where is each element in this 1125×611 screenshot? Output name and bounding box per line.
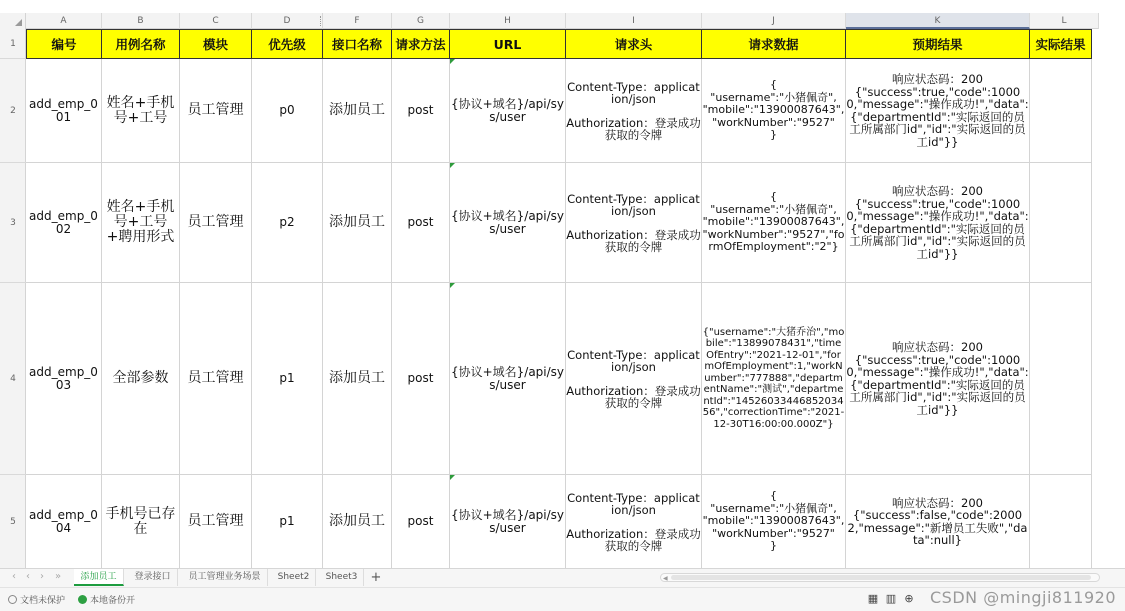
cell-priority[interactable] <box>252 59 323 163</box>
scroll-left-icon[interactable]: ◀ <box>663 575 668 582</box>
next-sheet-button[interactable]: › <box>40 571 44 582</box>
cell-url[interactable] <box>450 163 566 283</box>
cell-method-text: post <box>407 514 434 528</box>
cell-case-name-text: 全部参数 <box>112 370 169 386</box>
header-cell-url[interactable] <box>450 29 566 59</box>
cell-grid <box>26 29 1099 568</box>
cell-req-data-text: { "username":"小猪佩奇", "mobile":"13900087643", "workNumber":"9527" } <box>702 78 845 142</box>
cell-module[interactable] <box>180 163 252 283</box>
cell-priority-text: p0 <box>279 103 295 117</box>
column-header-k[interactable]: K <box>846 13 1030 29</box>
column-header-a[interactable]: A <box>26 13 102 29</box>
header-cell-req-header[interactable] <box>566 29 702 59</box>
cell-api-name[interactable] <box>323 283 392 475</box>
cell-expected[interactable] <box>846 59 1030 163</box>
cell-req-header-text: Content-Type：application/json Authorization：登录成功获取的令牌 <box>566 347 701 410</box>
cell-method[interactable] <box>392 475 450 568</box>
header-url-label: URL <box>493 36 522 52</box>
cell-case-name[interactable] <box>102 283 180 475</box>
cell-actual[interactable] <box>1030 59 1092 163</box>
corner-select-icon <box>15 19 22 26</box>
page-break-icon[interactable]: ⊕ <box>904 592 914 605</box>
cell-url-text: {协议+域名}/api/sys/user <box>450 96 565 124</box>
cell-case-name-text: 姓名+手机号+工号 <box>106 94 175 126</box>
row-header-3[interactable]: 3 <box>0 163 26 283</box>
header-cell-req-data[interactable] <box>702 29 846 59</box>
cell-api-name-text: 添加员工 <box>329 102 385 118</box>
cell-priority[interactable] <box>252 283 323 475</box>
header-expected-label: 预期结果 <box>912 37 963 52</box>
doc-protection-label: 文档未保护 <box>20 596 66 606</box>
header-cell-actual[interactable] <box>1030 29 1092 59</box>
header-priority-label: 优先级 <box>268 37 306 52</box>
cell-module[interactable] <box>180 59 252 163</box>
cell-module-text: 员工管理 <box>187 370 244 386</box>
header-cell-id[interactable] <box>26 29 102 59</box>
cell-expected[interactable] <box>846 475 1030 568</box>
cell-api-name-text: 添加员工 <box>329 370 385 386</box>
column-header-c[interactable]: C <box>180 13 252 29</box>
comment-marker-icon <box>450 163 455 168</box>
cell-expected[interactable] <box>846 283 1030 475</box>
cell-actual[interactable] <box>1030 475 1092 568</box>
tab-sheet2[interactable]: Sheet2 <box>272 569 316 586</box>
column-header-b[interactable]: B <box>102 13 180 29</box>
column-header-f[interactable]: F <box>323 13 392 29</box>
header-module-label: 模块 <box>202 37 228 52</box>
cell-req-data-text: { "username":"小猪佩奇", "mobile":"13900087643", "workNumber":"9527","formOfEmployment":"2"} <box>702 190 845 254</box>
header-cell-api-name[interactable] <box>323 29 392 59</box>
last-sheet-button[interactable]: » <box>54 571 62 582</box>
cell-api-name-text: 添加员工 <box>329 513 385 529</box>
cell-priority-text: p2 <box>279 215 295 229</box>
cell-method[interactable] <box>392 283 450 475</box>
header-api-name-label: 接口名称 <box>331 37 382 52</box>
cell-priority[interactable] <box>252 475 323 568</box>
cell-expected-text: 响应状态码：200 {"success":true,"code":10000,"message":"操作成功!","data":{"departmentId":"实际返回的员工所属部门id","id":"实际返回的员工id"}} <box>846 340 1029 417</box>
cell-priority[interactable] <box>252 163 323 283</box>
cell-actual[interactable] <box>1030 283 1092 475</box>
cell-req-header[interactable] <box>566 163 702 283</box>
cell-expected-text: 响应状态码：200 {"success":true,"code":10000,"message":"操作成功!","data":{"departmentId":"实际返回的员工所属部门id","id":"实际返回的员工id"}} <box>846 72 1029 149</box>
header-cell-module[interactable] <box>180 29 252 59</box>
local-backup-label: 本地备份开 <box>90 596 136 606</box>
comment-marker-icon <box>450 283 455 288</box>
cell-req-data-text: { "username":"小猪佩奇", "mobile":"13900087643", "workNumber":"9527" } <box>702 489 845 553</box>
cell-req-header[interactable] <box>566 59 702 163</box>
comment-marker-icon <box>450 59 455 64</box>
cell-api-name[interactable] <box>323 475 392 568</box>
select-all-corner[interactable] <box>0 13 26 29</box>
cell-req-data[interactable] <box>702 59 846 163</box>
row-header-2[interactable]: 2 <box>0 59 26 163</box>
cell-actual[interactable] <box>1030 163 1092 283</box>
tab-employee-business-scenario[interactable]: 员工管理业务场景 <box>182 569 268 586</box>
cell-id-text: add_emp_002 <box>29 208 98 236</box>
cell-priority-text: p1 <box>279 514 295 528</box>
cell-url[interactable] <box>450 283 566 475</box>
first-sheet-button[interactable]: ‹ <box>12 571 16 582</box>
header-method-label: 请求方法 <box>395 37 446 52</box>
cell-req-data[interactable] <box>702 475 846 568</box>
check-icon <box>78 595 87 604</box>
add-sheet-button[interactable]: + <box>370 570 382 585</box>
cell-req-data[interactable] <box>702 163 846 283</box>
cell-id[interactable] <box>26 163 102 283</box>
cell-method-text: post <box>407 103 434 117</box>
cell-case-name-text: 手机号已存在 <box>105 505 176 537</box>
cell-module-text: 员工管理 <box>187 214 244 230</box>
cell-method[interactable] <box>392 59 450 163</box>
status-bar <box>0 587 1125 611</box>
cell-id[interactable] <box>26 283 102 475</box>
page-layout-icon[interactable]: ▥ <box>885 592 897 605</box>
doc-protection-status[interactable] <box>8 593 65 606</box>
header-actual-label: 实际结果 <box>1035 37 1086 52</box>
cell-req-header-text: Content-Type：application/json Authorization：登录成功获取的令牌 <box>566 191 701 254</box>
cell-req-header[interactable] <box>566 283 702 475</box>
row-header-4[interactable]: 4 <box>0 283 26 475</box>
prev-sheet-button[interactable]: ‹ <box>26 571 30 582</box>
cell-id-text: add_emp_004 <box>29 507 98 535</box>
cell-method[interactable] <box>392 163 450 283</box>
header-cell-method[interactable] <box>392 29 450 59</box>
header-case-name-label: 用例名称 <box>115 37 166 52</box>
header-cell-case-name[interactable] <box>102 29 180 59</box>
normal-view-icon[interactable]: ▦ <box>867 592 879 605</box>
cell-module-text: 员工管理 <box>187 513 244 529</box>
cell-api-name[interactable] <box>323 59 392 163</box>
cell-url[interactable] <box>450 59 566 163</box>
cell-req-header-text: Content-Type：application/json Authorization：登录成功获取的令牌 <box>566 79 701 142</box>
cell-expected-text: 响应状态码：200 {"success":true,"code":10000,"message":"操作成功!","data":{"departmentId":"实际返回的员工所属部门id","id":"实际返回的员工id"}} <box>846 184 1029 261</box>
cell-module[interactable] <box>180 475 252 568</box>
sheet-tab-bar <box>0 568 1125 587</box>
cell-case-name[interactable] <box>102 59 180 163</box>
header-id-label: 编号 <box>51 37 77 52</box>
tab-add-employee[interactable]: 添加员工 <box>74 569 124 586</box>
cell-api-name-text: 添加员工 <box>329 214 385 230</box>
column-header-j[interactable]: J <box>702 13 846 29</box>
cell-url-text: {协议+域名}/api/sys/user <box>450 208 565 236</box>
watermark-text: CSDN @mingji811920 <box>930 588 1116 607</box>
cell-expected-text: 响应状态码：200 {"success":false,"code":20002,"message":"新增员工失败","data":null} <box>847 495 1028 547</box>
cell-id-text: add_emp_003 <box>29 364 98 392</box>
cell-id[interactable] <box>26 475 102 568</box>
column-header-h[interactable]: H <box>450 13 566 29</box>
cell-case-name-text: 姓名+手机号+工号+聘用形式 <box>106 199 175 245</box>
cell-req-header[interactable] <box>566 475 702 568</box>
cell-url-text: {协议+域名}/api/sys/user <box>450 364 565 392</box>
cell-id-text: add_emp_001 <box>29 96 98 124</box>
cell-req-data-text: {"username":"大猪乔治","mobile":"13899078431","timeOfEntry":"2021-12-01","formOfEmployment":1,"workNumber":"777888","departmentName":"测试","departmentId":"1452603344685203456","correctionTime":"2021-12-30T16:00:00.000Z"} <box>702 326 845 430</box>
column-header-row <box>0 13 1099 29</box>
cell-url[interactable] <box>450 475 566 568</box>
horizontal-scrollbar[interactable] <box>660 573 1100 582</box>
header-cell-expected[interactable] <box>846 29 1030 59</box>
comment-marker-icon <box>450 475 455 480</box>
column-header-l[interactable]: L <box>1030 13 1099 29</box>
vertical-scroll-area[interactable] <box>1099 13 1125 568</box>
header-cell-priority[interactable] <box>252 29 323 59</box>
cell-case-name[interactable] <box>102 163 180 283</box>
shield-icon <box>8 595 17 604</box>
cell-url-text: {协议+域名}/api/sys/user <box>450 507 565 535</box>
cell-module-text: 员工管理 <box>187 102 244 118</box>
column-header-i[interactable]: I <box>566 13 702 29</box>
cell-req-header-text: Content-Type：application/json Authorization：登录成功获取的令牌 <box>566 490 701 553</box>
cell-api-name[interactable] <box>323 163 392 283</box>
cell-module[interactable] <box>180 283 252 475</box>
cell-req-data[interactable] <box>702 283 846 475</box>
cell-priority-text: p1 <box>279 371 295 385</box>
row-header-5[interactable]: 5 <box>10 516 16 527</box>
cell-case-name[interactable] <box>102 475 180 568</box>
column-header-g[interactable]: G <box>392 13 450 29</box>
tab-login-api[interactable]: 登录接口 <box>128 569 178 586</box>
row-header-column <box>0 29 26 568</box>
column-header-d[interactable]: D <box>252 13 323 29</box>
tab-sheet3[interactable]: Sheet3 <box>320 569 364 586</box>
cell-expected[interactable] <box>846 163 1030 283</box>
header-req-header-label: 请求头 <box>614 37 653 52</box>
cell-method-text: post <box>407 371 434 385</box>
hidden-column-separator[interactable] <box>320 16 322 26</box>
local-backup-status[interactable] <box>78 593 135 606</box>
cell-id[interactable] <box>26 59 102 163</box>
horizontal-scroll-thumb[interactable] <box>671 575 1091 580</box>
header-req-data-label: 请求数据 <box>748 37 799 52</box>
cell-method-text: post <box>407 215 434 229</box>
row-header-1[interactable]: 1 <box>0 29 26 59</box>
